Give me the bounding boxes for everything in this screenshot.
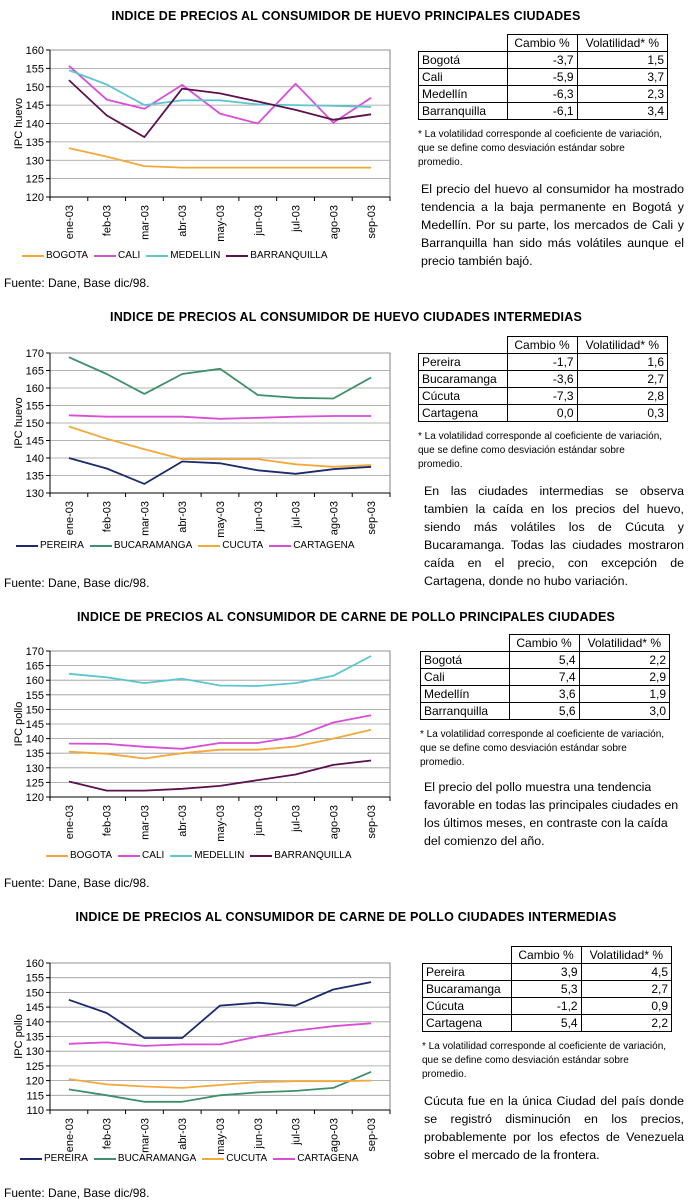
- legend-swatch: [198, 545, 220, 547]
- table-cell-city: Bucaramanga: [423, 981, 512, 998]
- x-tick-label: jun-03: [252, 205, 265, 236]
- table-cell-vol: 1,6: [577, 354, 667, 371]
- legend-item: [269, 540, 354, 551]
- table-cell-city: Bogotá: [419, 52, 508, 69]
- x-tick-label: ago-03: [328, 501, 341, 536]
- legend-item: [20, 1153, 88, 1164]
- table-corner: [421, 635, 510, 652]
- table-header: Volatilidad* %: [581, 947, 671, 964]
- section-1-source: Fuente: Dane, Base dic/98.: [4, 276, 150, 290]
- table-header: Volatilidad* %: [577, 337, 667, 354]
- table-cell-change: -3,6: [507, 371, 577, 388]
- table-cell-change: -6,1: [507, 103, 577, 120]
- x-tick-label: may-03: [215, 501, 227, 538]
- table-cell-change: 5,4: [511, 1015, 581, 1032]
- y-tick-label: 150: [25, 987, 44, 1000]
- table-row: [423, 1015, 672, 1032]
- legend-item: [16, 540, 84, 551]
- section-1-note: * La volatilidad corresponde al coeficiente de variación, que se define como desviación estándar sobre promedio.: [418, 129, 663, 168]
- x-tick-label: mar-03: [139, 1118, 152, 1153]
- chart-svg: [0, 340, 410, 540]
- table-cell-city: Bogotá: [421, 652, 510, 669]
- y-axis-label: IPC pollo: [13, 1014, 25, 1059]
- y-tick-label: 150: [25, 418, 44, 430]
- legend-label: BARRANQUILLA: [250, 250, 328, 261]
- table-cell-city: Cartagena: [423, 1015, 512, 1032]
- table-header: Cambio %: [507, 337, 577, 354]
- table-cell-change: 0,0: [507, 405, 577, 422]
- x-tick-label: may-03: [215, 205, 227, 242]
- y-tick-label: 140: [25, 733, 44, 746]
- x-tick-label: abr-03: [177, 501, 190, 533]
- y-tick-label: 160: [25, 383, 44, 395]
- legend-label: BOGOTA: [70, 850, 113, 861]
- y-tick-label: 155: [25, 63, 44, 76]
- x-tick-label: feb-03: [101, 501, 114, 533]
- chart-4-legend: [20, 1153, 365, 1164]
- table-header: Cambio %: [507, 35, 577, 52]
- x-tick-label: jul-03: [290, 501, 303, 528]
- legend-label: CALI: [118, 250, 141, 261]
- legend-swatch: [250, 855, 272, 857]
- section-3-paragraph: El precio del pollo muestra una tendencia favorable en todas las principales ciudades en los últimos meses, en contraste con la caída del comienzo del año.: [424, 780, 679, 848]
- table-cell-change: 3,6: [509, 686, 579, 703]
- legend-swatch: [94, 255, 116, 257]
- legend-item: [22, 250, 88, 261]
- x-tick-label: mar-03: [139, 805, 152, 840]
- y-tick-label: 165: [25, 660, 44, 673]
- x-tick-label: jul-03: [290, 205, 303, 232]
- chart-4: [0, 952, 410, 1155]
- chart-1: [0, 36, 410, 246]
- legend-swatch: [94, 1158, 116, 1160]
- table-header: Cambio %: [511, 947, 581, 964]
- x-tick-label: jun-03: [252, 805, 265, 836]
- table-corner: [423, 947, 512, 964]
- legend-item: [146, 250, 220, 261]
- table-cell-city: Barranquilla: [419, 103, 508, 120]
- table-row: [419, 86, 668, 103]
- x-tick-label: sep-03: [366, 805, 379, 839]
- x-tick-label: ene-03: [63, 205, 76, 240]
- section-1-title: INDICE DE PRECIOS AL CONSUMIDOR DE HUEVO PRINCIPALES CIUDADES: [111, 9, 581, 23]
- y-tick-label: 125: [25, 173, 44, 186]
- legend-label: MEDELLIN: [170, 250, 221, 261]
- table-row: [419, 388, 668, 405]
- table-header: Volatilidad* %: [577, 35, 667, 52]
- legend-item: [202, 1153, 267, 1164]
- table-cell-city: Medellín: [419, 86, 508, 103]
- y-tick-label: 130: [25, 155, 44, 168]
- section-2-title: INDICE DE PRECIOS AL CONSUMIDOR DE HUEVO CIUDADES INTERMEDIAS: [110, 310, 582, 324]
- y-tick-label: 115: [26, 1090, 44, 1103]
- y-tick-label: 160: [25, 45, 44, 57]
- legend-label: MEDELLIN: [194, 850, 245, 861]
- y-tick-label: 125: [25, 777, 44, 790]
- section-4-source: Fuente: Dane, Base dic/98.: [4, 1186, 150, 1200]
- table-cell-change: -6,3: [507, 86, 577, 103]
- section-2-note: * La volatilidad corresponde al coeficiente de variación, que se define como desviación estándar sobre promedio.: [418, 431, 663, 470]
- table-row: [421, 703, 670, 720]
- legend-item: [198, 540, 263, 551]
- legend-item: [90, 540, 192, 551]
- legend-label: CARTAGENA: [293, 540, 355, 551]
- y-tick-label: 110: [26, 1105, 44, 1117]
- legend-label: BUCARAMANGA: [117, 1153, 197, 1164]
- chart-3: [0, 640, 410, 845]
- y-tick-label: 170: [25, 646, 44, 658]
- y-tick-label: 145: [25, 435, 44, 448]
- y-tick-label: 165: [25, 365, 44, 378]
- section-4-title: INDICE DE PRECIOS AL CONSUMIDOR DE CARNE DE POLLO CIUDADES INTERMEDIAS: [75, 910, 617, 924]
- legend-swatch: [269, 545, 291, 547]
- section-4-paragraph: Cúcuta fue en la única Ciudad del país donde se registró disminución en los precios, probablemente por los efectos de Venezuela sobre el mercado de la frontera.: [424, 1094, 684, 1162]
- legend-swatch: [46, 855, 68, 857]
- y-tick-label: 155: [25, 972, 44, 985]
- legend-label: CARTAGENA: [297, 1153, 359, 1164]
- x-tick-label: may-03: [215, 1118, 227, 1155]
- table-cell-vol: 2,7: [577, 371, 667, 388]
- y-tick-label: 125: [25, 1060, 44, 1073]
- chart-2-legend: [16, 540, 361, 551]
- table-cell-change: -1,2: [511, 998, 581, 1015]
- section-1-paragraph: El precio del huevo al consumidor ha mostrado tendencia a la baja permanente en Bogotá y Medellín. Por su parte, los mercados de Cali y Barranquilla han sido más volátiles aunque el precio también bajó.: [421, 182, 684, 268]
- legend-label: BOGOTA: [46, 250, 89, 261]
- y-axis-label: IPC huevo: [13, 397, 25, 449]
- table-cell-city: Barranquilla: [421, 703, 510, 720]
- table-row: [421, 686, 670, 703]
- table-cell-vol: 2,9: [579, 669, 669, 686]
- x-tick-label: sep-03: [366, 501, 379, 535]
- legend-item: [46, 850, 112, 861]
- table-row: [423, 981, 672, 998]
- table-cell-city: Bucaramanga: [419, 371, 508, 388]
- table-cell-vol: 4,5: [581, 964, 671, 981]
- x-tick-label: jun-03: [252, 501, 265, 532]
- y-tick-label: 145: [25, 719, 44, 731]
- table-cell-change: 5,3: [511, 981, 581, 998]
- table-cell-city: Cúcuta: [423, 998, 512, 1015]
- x-tick-label: ene-03: [63, 805, 76, 840]
- legend-swatch: [226, 255, 248, 257]
- y-tick-label: 160: [25, 958, 44, 970]
- chart-svg: [0, 952, 410, 1155]
- table-row: [423, 998, 672, 1015]
- y-tick-label: 155: [25, 400, 44, 413]
- legend-label: BARRANQUILLA: [274, 850, 352, 861]
- y-tick-label: 130: [25, 488, 44, 500]
- legend-label: CUCUTA: [226, 1153, 268, 1164]
- legend-swatch: [170, 855, 192, 857]
- legend-swatch: [118, 855, 140, 857]
- table-header: Volatilidad* %: [579, 635, 669, 652]
- table-row: [423, 964, 672, 981]
- y-tick-label: 120: [25, 1075, 44, 1088]
- table-cell-change: 7,4: [509, 669, 579, 686]
- legend-item: [118, 850, 164, 861]
- legend-item: [250, 850, 351, 861]
- legend-label: CALI: [142, 850, 165, 861]
- y-tick-label: 120: [25, 792, 44, 804]
- y-tick-label: 135: [25, 136, 44, 149]
- table-cell-city: Cúcuta: [419, 388, 508, 405]
- x-tick-label: feb-03: [101, 805, 114, 837]
- table-corner: [419, 337, 508, 354]
- legend-swatch: [16, 545, 38, 547]
- table-cell-change: -1,7: [507, 354, 577, 371]
- y-tick-label: 150: [25, 704, 44, 717]
- table-row: [421, 669, 670, 686]
- x-tick-label: jul-03: [290, 805, 303, 832]
- x-tick-label: ago-03: [328, 805, 341, 840]
- table-cell-city: Pereira: [419, 354, 508, 371]
- table-cell-vol: 1,9: [579, 686, 669, 703]
- y-tick-label: 120: [25, 192, 44, 204]
- table-cell-vol: 2,3: [577, 86, 667, 103]
- x-tick-label: feb-03: [101, 205, 114, 237]
- table-cell-change: -7,3: [507, 388, 577, 405]
- section-3-title: INDICE DE PRECIOS AL CONSUMIDOR DE CARNE DE POLLO PRINCIPALES CIUDADES: [76, 610, 616, 624]
- y-tick-label: 130: [25, 1046, 44, 1059]
- table-cell-vol: 2,8: [577, 388, 667, 405]
- chart-svg: [0, 640, 410, 845]
- x-tick-label: abr-03: [177, 1118, 190, 1150]
- table-row: [419, 371, 668, 388]
- y-tick-label: 150: [25, 81, 44, 94]
- y-axis-label: IPC huevo: [13, 97, 25, 150]
- x-tick-label: abr-03: [177, 805, 190, 837]
- y-tick-label: 155: [25, 689, 44, 702]
- table-cell-vol: 0,3: [577, 405, 667, 422]
- y-tick-label: 145: [25, 100, 44, 113]
- legend-label: BUCARAMANGA: [113, 540, 193, 551]
- x-tick-label: ago-03: [328, 1118, 341, 1153]
- table-cell-vol: 2,7: [581, 981, 671, 998]
- table-cell-city: Pereira: [423, 964, 512, 981]
- section-2-paragraph: En las ciudades intermedias se observa tambien la caída en los precios del huevo, siendo más volátiles los de Cúcuta y Bucaramanga. Todas las ciudades mostraron caída en el precio, con excepción de Cartagena, donde no hubo variación.: [424, 484, 684, 588]
- table-cell-city: Cartagena: [419, 405, 508, 422]
- legend-item: [94, 1153, 196, 1164]
- table-row: [419, 103, 668, 120]
- legend-swatch: [90, 545, 112, 547]
- section-3-note: * La volatilidad corresponde al coeficiente de variación, que se define como desviación estándar sobre promedio.: [420, 729, 665, 768]
- table-3: [420, 634, 670, 720]
- chart-3-legend: [46, 850, 358, 861]
- legend-swatch: [20, 1158, 42, 1160]
- x-tick-label: abr-03: [177, 205, 190, 237]
- table-cell-change: 5,6: [509, 703, 579, 720]
- x-tick-label: may-03: [215, 805, 227, 842]
- table-header: Cambio %: [509, 635, 579, 652]
- legend-item: [226, 250, 327, 261]
- table-cell-vol: 2,2: [581, 1015, 671, 1032]
- y-tick-label: 135: [25, 470, 44, 483]
- table-row: [419, 69, 668, 86]
- table-cell-change: 3,9: [511, 964, 581, 981]
- table-cell-vol: 2,2: [579, 652, 669, 669]
- legend-label: PEREIRA: [44, 1153, 88, 1164]
- y-tick-label: 145: [25, 1002, 44, 1015]
- legend-label: CUCUTA: [222, 540, 264, 551]
- legend-item: [94, 250, 140, 261]
- legend-swatch: [146, 255, 168, 257]
- table-1: [418, 34, 668, 120]
- y-tick-label: 140: [25, 453, 44, 465]
- table-cell-city: Cali: [421, 669, 510, 686]
- x-tick-label: mar-03: [139, 205, 152, 240]
- y-tick-label: 140: [25, 118, 44, 131]
- table-2: [418, 336, 668, 422]
- legend-item: [273, 1153, 358, 1164]
- chart-svg: [0, 36, 410, 246]
- table-cell-city: Cali: [419, 69, 508, 86]
- legend-label: PEREIRA: [40, 540, 84, 551]
- table-row: [419, 354, 668, 371]
- y-tick-label: 160: [25, 675, 44, 688]
- table-cell-vol: 3,4: [577, 103, 667, 120]
- y-tick-label: 140: [25, 1016, 44, 1029]
- y-tick-label: 170: [25, 348, 44, 360]
- table-row: [419, 52, 668, 69]
- section-4-note: * La volatilidad corresponde al coeficiente de variación, que se define como desviación estándar sobre promedio.: [422, 1041, 667, 1080]
- x-tick-label: ene-03: [63, 1118, 76, 1153]
- x-tick-label: ago-03: [328, 205, 341, 240]
- table-cell-change: -5,9: [507, 69, 577, 86]
- table-cell-vol: 0,9: [581, 998, 671, 1015]
- table-corner: [419, 35, 508, 52]
- x-tick-label: feb-03: [101, 1118, 114, 1150]
- table-cell-vol: 1,5: [577, 52, 667, 69]
- chart-1-legend: [22, 250, 334, 261]
- table-4: [422, 946, 672, 1032]
- table-cell-vol: 3,7: [577, 69, 667, 86]
- x-tick-label: sep-03: [366, 205, 379, 239]
- table-cell-vol: 3,0: [579, 703, 669, 720]
- table-cell-change: -3,7: [507, 52, 577, 69]
- table-cell-change: 5,4: [509, 652, 579, 669]
- legend-swatch: [202, 1158, 224, 1160]
- legend-swatch: [22, 255, 44, 257]
- y-axis-label: IPC pollo: [13, 701, 25, 747]
- section-2-source: Fuente: Dane, Base dic/98.: [4, 576, 150, 590]
- x-tick-label: jun-03: [252, 1118, 265, 1149]
- x-tick-label: ene-03: [63, 501, 76, 536]
- legend-swatch: [273, 1158, 295, 1160]
- section-3-source: Fuente: Dane, Base dic/98.: [4, 876, 150, 890]
- table-cell-city: Medellín: [421, 686, 510, 703]
- y-tick-label: 135: [25, 1031, 44, 1044]
- y-tick-label: 135: [25, 748, 44, 761]
- chart-2: [0, 340, 410, 540]
- x-tick-label: jul-03: [290, 1118, 303, 1145]
- x-tick-label: mar-03: [139, 501, 152, 536]
- legend-item: [170, 850, 244, 861]
- table-row: [421, 652, 670, 669]
- table-row: [419, 405, 668, 422]
- x-tick-label: sep-03: [366, 1118, 379, 1152]
- y-tick-label: 130: [25, 762, 44, 775]
